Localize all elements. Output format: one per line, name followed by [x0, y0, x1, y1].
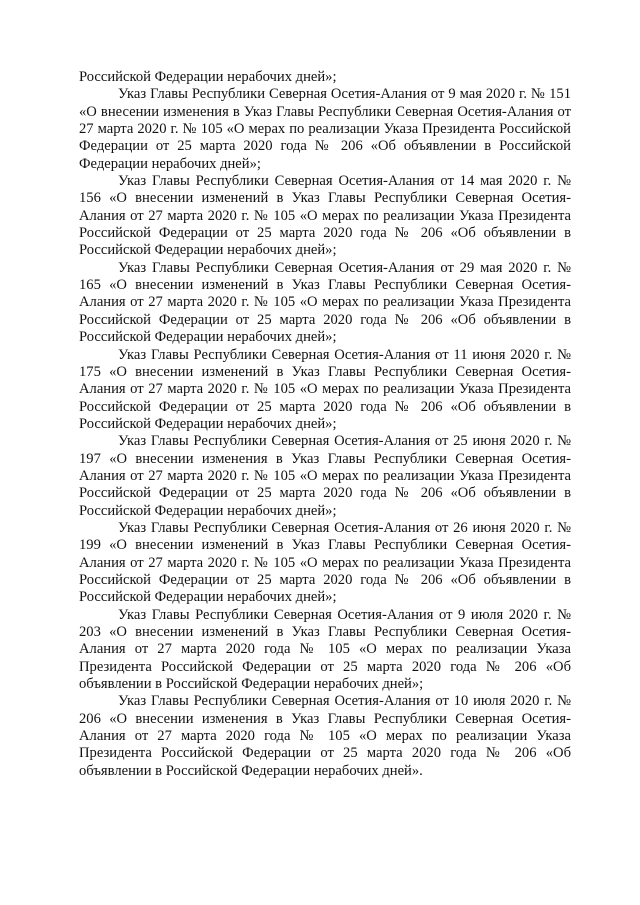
document-body — [79, 69, 571, 780]
decree-item-2: Указ Главы Республики Северная Осетия-Алания от 14 мая 2020 г. № 156 «О внесении изменений в Указ Главы Республики Северная Осетия-Алания от 27 марта 2020 г. № 105 «О мерах по реализации Указа Президента Российской Федерации от 25 марта 2020 года № 206 «Об объявлении в Российской Федерации нерабочих дней»; — [79, 173, 571, 259]
decree-item-3: Указ Главы Республики Северная Осетия-Алания от 29 мая 2020 г. № 165 «О внесении изменений в Указ Главы Республики Северная Осетия-Алания от 27 марта 2020 г. № 105 «О мерах по реализации Указа Президента Российской Федерации от 25 марта 2020 года № 206 «Об объявлении в Российской Федерации нерабочих дней»; — [79, 259, 571, 346]
decree-item-1: Указ Главы Республики Северная Осетия-Алания от 9 мая 2020 г. № 151 «О внесении изменения в Указ Главы Республики Северная Осетия-Алания от 27 марта 2020 г. № 105 «О мерах по реализации Указа Президента Российской Федерации от 25 марта 2020 года № 206 «Об объявлении в Российской Федерации нерабочих дней»; — [79, 86, 571, 172]
decree-item-6: Указ Главы Республики Северная Осетия-Алания от 26 июня 2020 г. № 199 «О внесении изменений в Указ Главы Республики Северная Осетия-Алания от 27 марта 2020 г. № 105 «О мерах по реализации Указа Президента Российской Федерации от 25 марта 2020 года № 206 «Об объявлении в Российской Федерации нерабочих дней»; — [79, 519, 571, 606]
decree-item-5: Указ Главы Республики Северная Осетия-Алания от 25 июня 2020 г. № 197 «О внесении изменения в Указ Главы Республики Северная Осетия-Алания от 27 марта 2020 г. № 105 «О мерах по реализации Указа Президента Российской Федерации от 25 марта 2020 года № 206 «Об объявлении в Российской Федерации нерабочих дней»; — [79, 433, 571, 519]
decree-item-7: Указ Главы Республики Северная Осетия-Алания от 9 июля 2020 г. № 203 «О внесении изменений в Указ Главы Республики Северная Осетия-Алания от 27 марта 2020 года № 105 «О мерах по реализации Указа Президента Российской Федерации от 25 марта 2020 года № 206 «Об объявлении в Российской Федерации нерабочих дней»; — [79, 606, 571, 693]
decree-item-8: Указ Главы Республики Северная Осетия-Алания от 10 июля 2020 г. № 206 «О внесении изменения в Указ Главы Республики Северная Осетия-Алания от 27 марта 2020 года № 105 «О мерах по реализации Указа Президента Российской Федерации от 25 марта 2020 года № 206 «Об объявлении в Российской Федерации нерабочих дней». — [79, 693, 571, 779]
decree-item-4: Указ Главы Республики Северная Осетия-Алания от 11 июня 2020 г. № 175 «О внесении изменений в Указ Главы Республики Северная Осетия-Алания от 27 марта 2020 г. № 105 «О мерах по реализации Указа Президента Российской Федерации от 25 марта 2020 года № 206 «Об объявлении в Российской Федерации нерабочих дней»; — [79, 346, 571, 432]
continued-paragraph: Российской Федерации нерабочих дней»; — [79, 69, 337, 85]
